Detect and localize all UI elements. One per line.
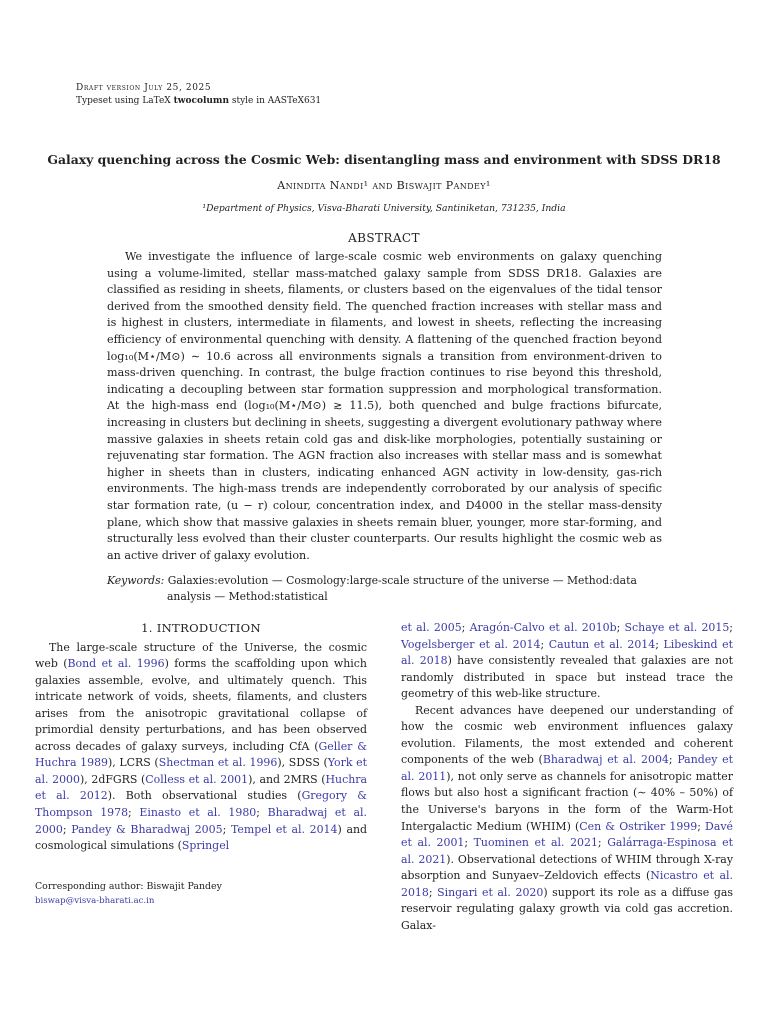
citation-link[interactable]: Davé et al. 2001 bbox=[401, 819, 733, 850]
paragraph-text: ) forms the scaffolding upon which galaxies assemble, evolve, and ultimately quench. This intricate network of voids, sheets, filaments, and clusters arises from the anisotropic gravitational collapse of primordial density perturbations, and has been observed across decades of galaxy surveys, including CfA ( bbox=[35, 657, 367, 753]
abstract-heading: ABSTRACT bbox=[348, 231, 420, 245]
citation-link[interactable]: Cautun et al. 2014 bbox=[548, 637, 656, 651]
left-column bbox=[35, 620, 367, 855]
preprint-header bbox=[76, 82, 321, 108]
paragraph-text: The large-scale structure of the Universe, the cosmic web ( bbox=[35, 640, 367, 671]
intro-paragraph-1 bbox=[35, 640, 367, 855]
citation-link[interactable]: Shectman et al. 1996 bbox=[158, 756, 278, 770]
citation-link[interactable]: York et al. 2000 bbox=[35, 756, 367, 786]
citation-link[interactable]: Geller & Huchra 1989 bbox=[35, 739, 367, 770]
paragraph-text: ) have consistently revealed that galaxies are not randomly distributed in space but instead trace the geometry of this web-like structure. bbox=[401, 654, 733, 701]
paragraph-text: ). Both observational studies ( bbox=[107, 789, 302, 803]
citation-link[interactable]: Schaye et al. 2015 bbox=[624, 621, 730, 634]
citation-link[interactable]: Bharadwaj et al. 2000 bbox=[35, 806, 367, 836]
citation-link[interactable]: Singari et al. 2020 bbox=[437, 885, 544, 899]
paragraph-text: ; bbox=[461, 621, 470, 634]
paragraph-text: ). Observational detections of WHIM through X-ray absorption and Sunyaev–Zeldovich effects ( bbox=[401, 852, 733, 883]
citation-link[interactable]: Tempel et al. 2014 bbox=[230, 822, 338, 836]
citation-link[interactable]: Galárraga-Espinosa et al. 2021 bbox=[401, 836, 733, 866]
paragraph-text: ), and 2MRS ( bbox=[248, 772, 326, 786]
paragraph-text: Recent advances have deepened our understanding of how the cosmic web environment influences galaxy evolution. Filaments, the most extended and coherent components of the web ( bbox=[401, 703, 733, 767]
citation-link[interactable]: Gregory & Thompson 1978 bbox=[35, 789, 367, 820]
draft-version: Draft version July 25, 2025 bbox=[76, 83, 212, 93]
citation-link[interactable]: Colless et al. 2001 bbox=[145, 772, 249, 786]
paragraph-text: ), LCRS ( bbox=[108, 756, 159, 770]
paragraph-text: ; bbox=[655, 637, 664, 651]
corresponding-author: Corresponding author: Biswajit Pandey bbox=[35, 881, 222, 892]
citation-link[interactable]: Bharadwaj et al. 2004 bbox=[542, 753, 669, 767]
paragraph-text: ; bbox=[256, 806, 268, 820]
citation-link[interactable]: Einasto et al. 1980 bbox=[139, 806, 257, 820]
author-list: Anindita Nandi¹ and Biswajit Pandey¹ bbox=[277, 179, 491, 192]
keywords-label: Keywords: bbox=[107, 574, 165, 587]
paragraph-text: ; bbox=[616, 621, 625, 634]
citation-link[interactable]: Huchra et al. 2012 bbox=[35, 772, 367, 803]
latex-logo: LaTeX bbox=[142, 96, 171, 106]
paragraph-text: ; bbox=[729, 621, 733, 634]
typeset-suffix: style in AASTeX631 bbox=[229, 96, 322, 106]
keywords bbox=[107, 573, 662, 605]
paragraph-text: ; bbox=[128, 806, 140, 820]
typeset-style: twocolumn bbox=[173, 96, 229, 106]
citation-link[interactable]: Tuominen et al. 2021 bbox=[473, 836, 598, 850]
paragraph-text: ) and cosmological simulations ( bbox=[35, 822, 368, 853]
paragraph-text: ; bbox=[697, 819, 706, 833]
citation-link[interactable]: Cen & Ostriker 1999 bbox=[579, 819, 698, 833]
section-heading-introduction: 1. INTRODUCTION bbox=[141, 621, 261, 635]
abstract bbox=[107, 249, 662, 564]
paragraph-text: ; bbox=[540, 637, 549, 651]
affiliation: ¹Department of Physics, Visva-Bharati University, Santiniketan, 731235, India bbox=[202, 203, 566, 214]
paragraph-text: ; bbox=[62, 822, 72, 836]
right-column bbox=[401, 620, 733, 934]
typeset-prefix: Typeset using bbox=[76, 96, 143, 106]
paper-title: Galaxy quenching across the Cosmic Web: disentangling mass and environment with SDSS DR18 bbox=[47, 152, 721, 167]
citation-link[interactable]: Springel bbox=[181, 839, 230, 853]
citation-link[interactable]: Vogelsberger et al. 2014 bbox=[401, 637, 541, 651]
citation-link[interactable]: et al. 2005 bbox=[401, 621, 462, 634]
paragraph-text: ), 2dFGRS ( bbox=[79, 772, 146, 786]
paragraph-text: ), SDSS ( bbox=[277, 756, 328, 770]
abstract-text: We investigate the influence of large-scale cosmic web environments on galaxy quenching using a volume-limited, stellar mass-matched galaxy sample from SDSS DR18. Galaxies are classified as residing in sheets, filaments, or clusters based on the eigenvalues of the tidal tensor derived from the smoothed density field. The quenched fraction increases with stellar mass and is highest in clusters, intermediate in filaments, and lowest in sheets, reflecting the increasing efficiency of environmental quenching with density. A flattening of the quenched fraction beyond log₁₀(M⋆/M⊙) ∼ 10.6 across all environments signals a transition from environment-driven to mass-driven quenching. In contrast, the bulge fraction continues to rise beyond this threshold, indicating a decoupling between star formation suppression and morphological transformation. At the high-mass end (log₁₀(M⋆/M⊙) ≳ 11.5), both quenched and bulge fractions bifurcate, increasing in clusters but declining in sheets, suggesting a divergent evolutionary pathway where massive galaxies in sheets retain cold gas and disk-like morphologies, potentially sustaining or rejuvenating star formation. The AGN fraction also increases with stellar mass and is somewhat higher in sheets than in clusters, indicating enhanced AGN activity in low-density, gas-rich environments. The high-mass trends are independently corroborated by our analysis of specific star formation rate, (u − r) colour, concentration index, and D4000 in the stellar mass-density plane, which show that massive galaxies in sheets remain bluer, younger, more star-forming, and structurally less evolved than their cluster counterparts. Our results highlight the cosmic web as an active driver of galaxy evolution. bbox=[107, 250, 663, 562]
paragraph-text: ), not only serve as channels for anisotropic matter flows but also host a significant fraction (∼ 40% – 50%) of the Universe's baryons in the form of the Warm-Hot Intergalactic Medium (WHIM) ( bbox=[401, 769, 733, 833]
intro-paragraph-2 bbox=[401, 620, 733, 703]
citation-link[interactable]: Nicastro et al. 2018 bbox=[401, 869, 733, 899]
paragraph-text: ) support its role as a diffuse gas reservoir regulating galaxy growth via cold gas accretion. Galax- bbox=[401, 885, 733, 932]
paragraph-text: ; bbox=[668, 753, 678, 767]
citation-link[interactable]: Aragón-Calvo et al. 2010b bbox=[469, 621, 617, 634]
citation-link[interactable]: Libeskind et al. 2018 bbox=[401, 637, 733, 668]
paragraph-text: ; bbox=[222, 822, 231, 836]
typeset-line bbox=[76, 95, 321, 108]
citation-link[interactable]: Pandey et al. 2011 bbox=[401, 753, 734, 783]
citation-link[interactable]: Pandey & Bharadwaj 2005 bbox=[71, 822, 223, 836]
keywords-text: Galaxies:evolution — Cosmology:large-scale structure of the universe — Method:data analysis — Method:statistical bbox=[164, 574, 637, 603]
citation-link[interactable]: Bond et al. 1996 bbox=[67, 657, 165, 671]
intro-paragraph-3 bbox=[401, 703, 733, 935]
author-email-link[interactable]: biswap@visva-bharati.ac.in bbox=[35, 896, 155, 906]
paragraph-text: ; bbox=[428, 885, 438, 899]
paragraph-text: ; bbox=[597, 836, 608, 850]
corresponding-author-footnote bbox=[35, 880, 222, 908]
paragraph-text: ; bbox=[464, 836, 474, 850]
